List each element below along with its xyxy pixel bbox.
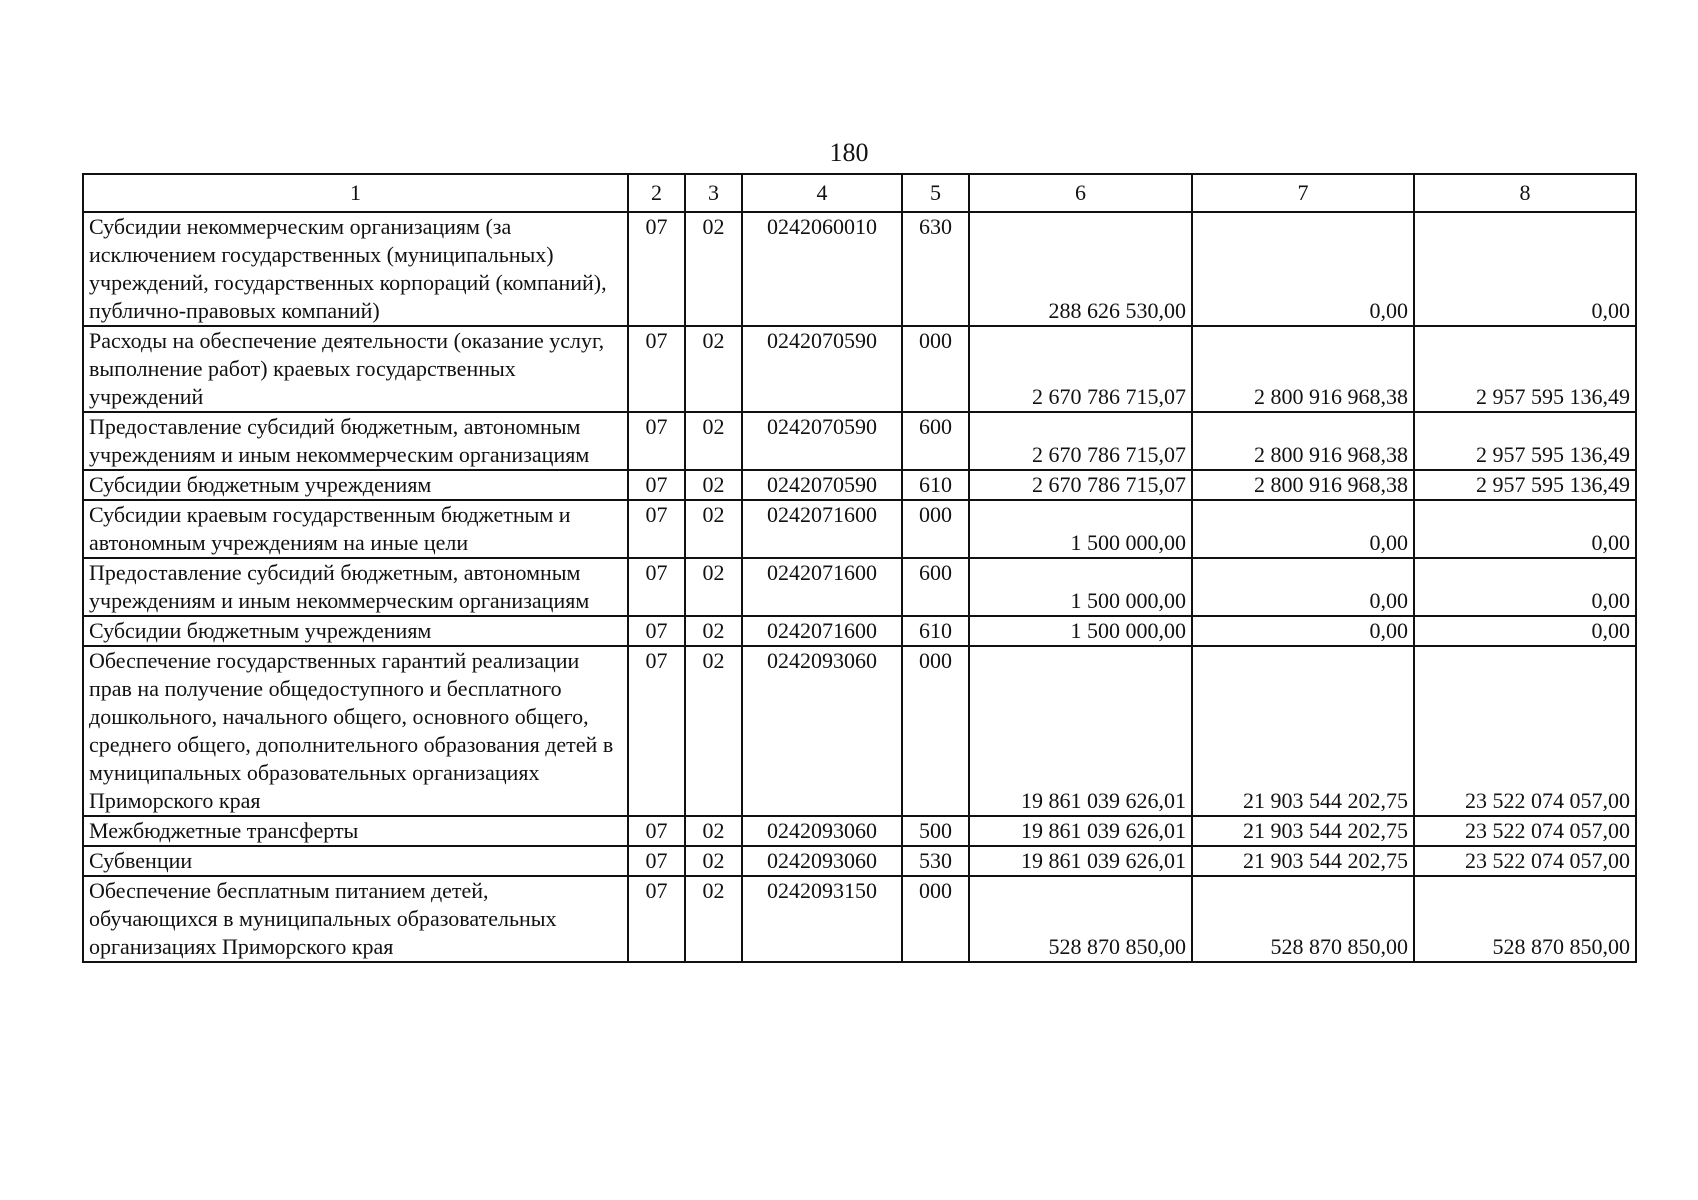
row-expense-type: 000: [902, 646, 969, 816]
row-target-article: 0242093060: [742, 646, 902, 816]
row-amount-col6: 19 861 039 626,01: [969, 816, 1192, 846]
row-amount-col6: 2 670 786 715,07: [969, 412, 1192, 470]
row-subsection: 02: [685, 558, 742, 616]
page-number: 180: [829, 138, 869, 167]
row-amount-col8: 23 522 074 057,00: [1414, 846, 1636, 876]
column-header: 1: [83, 174, 628, 212]
table-row: [83, 212, 1636, 326]
row-subsection: 02: [685, 846, 742, 876]
row-amount-col6: 19 861 039 626,01: [969, 846, 1192, 876]
row-amount-col7: 21 903 544 202,75: [1192, 646, 1414, 816]
row-section: 07: [628, 500, 685, 558]
row-amount-col6: 2 670 786 715,07: [969, 470, 1192, 500]
row-target-article: 0242071600: [742, 558, 902, 616]
row-expense-type: 610: [902, 616, 969, 646]
row-amount-col6: 1 500 000,00: [969, 558, 1192, 616]
table-row: [83, 412, 1636, 470]
row-section: 07: [628, 470, 685, 500]
row-amount-col6: 528 870 850,00: [969, 876, 1192, 962]
row-amount-col8: 2 957 595 136,49: [1414, 326, 1636, 412]
row-section: 07: [628, 616, 685, 646]
row-target-article: 0242071600: [742, 500, 902, 558]
row-name: Предоставление субсидий бюджетным, автономным учреждениям и иным некоммерческим организациям: [83, 558, 628, 616]
row-amount-col7: 2 800 916 968,38: [1192, 412, 1414, 470]
table-row: [83, 616, 1636, 646]
row-subsection: 02: [685, 212, 742, 326]
table-row: [83, 646, 1636, 816]
row-amount-col6: 19 861 039 626,01: [969, 646, 1192, 816]
row-amount-col6: 288 626 530,00: [969, 212, 1192, 326]
row-amount-col7: 21 903 544 202,75: [1192, 846, 1414, 876]
row-amount-col8: 0,00: [1414, 558, 1636, 616]
row-target-article: 0242060010: [742, 212, 902, 326]
row-name: Субсидии бюджетным учреждениям: [83, 616, 628, 646]
row-section: 07: [628, 212, 685, 326]
row-name: Субсидии краевым государственным бюджетным и автономным учреждениям на иные цели: [83, 500, 628, 558]
row-amount-col8: 23 522 074 057,00: [1414, 816, 1636, 846]
row-subsection: 02: [685, 500, 742, 558]
row-section: 07: [628, 846, 685, 876]
row-section: 07: [628, 816, 685, 846]
column-header: 8: [1414, 174, 1636, 212]
row-section: 07: [628, 558, 685, 616]
row-name: Расходы на обеспечение деятельности (оказание услуг, выполнение работ) краевых государственных учреждений: [83, 326, 628, 412]
row-amount-col8: 0,00: [1414, 212, 1636, 326]
table-row: [83, 470, 1636, 500]
row-target-article: 0242093150: [742, 876, 902, 962]
table-row: [83, 500, 1636, 558]
row-amount-col7: 0,00: [1192, 558, 1414, 616]
row-subsection: 02: [685, 470, 742, 500]
row-section: 07: [628, 412, 685, 470]
row-name: Субвенции: [83, 846, 628, 876]
row-subsection: 02: [685, 876, 742, 962]
budget-table: [82, 173, 1637, 963]
row-amount-col8: 0,00: [1414, 616, 1636, 646]
header-row: [83, 174, 1636, 212]
row-amount-col8: 2 957 595 136,49: [1414, 470, 1636, 500]
row-amount-col6: 2 670 786 715,07: [969, 326, 1192, 412]
row-expense-type: 530: [902, 846, 969, 876]
row-name: Межбюджетные трансферты: [83, 816, 628, 846]
table-row: [83, 816, 1636, 846]
row-name: Субсидии бюджетным учреждениям: [83, 470, 628, 500]
table-row: [83, 558, 1636, 616]
row-amount-col7: 0,00: [1192, 500, 1414, 558]
row-expense-type: 500: [902, 816, 969, 846]
row-subsection: 02: [685, 616, 742, 646]
column-header: 4: [742, 174, 902, 212]
table-row: [83, 326, 1636, 412]
row-subsection: 02: [685, 412, 742, 470]
column-header: 2: [628, 174, 685, 212]
row-target-article: 0242070590: [742, 326, 902, 412]
column-header: 3: [685, 174, 742, 212]
row-target-article: 0242071600: [742, 616, 902, 646]
row-amount-col7: 21 903 544 202,75: [1192, 816, 1414, 846]
row-expense-type: 630: [902, 212, 969, 326]
row-expense-type: 600: [902, 558, 969, 616]
row-amount-col7: 0,00: [1192, 616, 1414, 646]
row-amount-col7: 2 800 916 968,38: [1192, 326, 1414, 412]
row-amount-col6: 1 500 000,00: [969, 500, 1192, 558]
row-amount-col7: 2 800 916 968,38: [1192, 470, 1414, 500]
row-expense-type: 000: [902, 326, 969, 412]
row-expense-type: 600: [902, 412, 969, 470]
row-name: Обеспечение государственных гарантий реализации прав на получение общедоступного и бесплатного дошкольного, начального общего, основного общего, среднего общего, дополнительного образования детей в муниципальных образовательных организациях Приморского края: [83, 646, 628, 816]
table-row: [83, 876, 1636, 962]
column-header: 7: [1192, 174, 1414, 212]
row-amount-col8: 0,00: [1414, 500, 1636, 558]
row-amount-col7: 0,00: [1192, 212, 1414, 326]
row-amount-col6: 1 500 000,00: [969, 616, 1192, 646]
row-section: 07: [628, 876, 685, 962]
row-name: Обеспечение бесплатным питанием детей, обучающихся в муниципальных образовательных организациях Приморского края: [83, 876, 628, 962]
row-expense-type: 610: [902, 470, 969, 500]
row-name: Предоставление субсидий бюджетным, автономным учреждениям и иным некоммерческим организациям: [83, 412, 628, 470]
row-subsection: 02: [685, 646, 742, 816]
row-subsection: 02: [685, 326, 742, 412]
row-section: 07: [628, 326, 685, 412]
row-amount-col8: 23 522 074 057,00: [1414, 646, 1636, 816]
row-name: Субсидии некоммерческим организациям (за исключением государственных (муниципальных) учреждений, государственных корпораций (компаний), публично-правовых компаний): [83, 212, 628, 326]
row-target-article: 0242093060: [742, 846, 902, 876]
row-expense-type: 000: [902, 876, 969, 962]
row-amount-col8: 2 957 595 136,49: [1414, 412, 1636, 470]
row-subsection: 02: [685, 816, 742, 846]
column-header: 5: [902, 174, 969, 212]
row-amount-col8: 528 870 850,00: [1414, 876, 1636, 962]
table-row: [83, 846, 1636, 876]
row-target-article: 0242070590: [742, 470, 902, 500]
row-amount-col7: 528 870 850,00: [1192, 876, 1414, 962]
row-target-article: 0242070590: [742, 412, 902, 470]
row-expense-type: 000: [902, 500, 969, 558]
row-target-article: 0242093060: [742, 816, 902, 846]
column-header: 6: [969, 174, 1192, 212]
row-section: 07: [628, 646, 685, 816]
